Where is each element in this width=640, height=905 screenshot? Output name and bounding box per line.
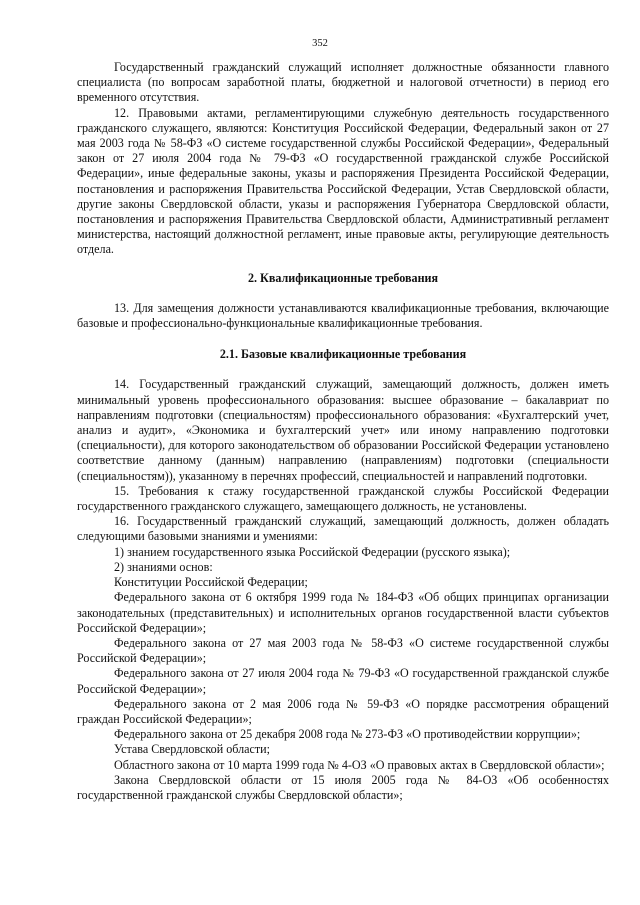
- knowledge-item: Федерального закона от 27 мая 2003 года № 58-ФЗ «О системе государственной службы Российской Федерации»;: [77, 635, 609, 666]
- paragraph-16: 16. Государственный гражданский служащий, замещающий должность, должен обладать следующими базовыми знаниями и умениями:: [77, 514, 609, 544]
- paragraph-14: 14. Государственный гражданский служащий, замещающий должность, должен иметь минимальный уровень профессионального образования: высшее образование – бакалавриат по направлениям подготовки (специальностям) профессионального образования: «Бухгалтерский учет, анализ и аудит», «Экономика и бухгалтерский учет» или иному направлению подготовки (специальности), для которого законодательством об образовании Российской Федерации установлено соответствие данному (данным) направлению (направлениям) подготовки (специальности (специальностям)), указанному в перечнях профессий, специальностей и направлений подготовки.: [77, 377, 609, 483]
- list-item-1: 1) знанием государственного языка Российской Федерации (русского языка);: [114, 544, 511, 559]
- paragraph-13: 13. Для замещения должности устанавливаются квалификационные требования, включающие базовые и профессионально-функциональные квалификационные требования.: [77, 300, 609, 331]
- knowledge-item: Закона Свердловской области от 15 июля 2005 года № 84-ОЗ «Об особенностях государственной гражданской службы Свердловской области»;: [77, 772, 609, 802]
- knowledge-item: Областного закона от 10 марта 1999 года № 4-ОЗ «О правовых актах в Свердловской области»;: [114, 757, 605, 772]
- page-number: 352: [312, 38, 328, 49]
- paragraph-12: 12. Правовыми актами, регламентирующими служебную деятельность государственного гражданского служащего, являются: Конституция Российской Федерации, Федеральный закон от 27 мая 2003 года № 58-ФЗ «О системе государственной службы Российской Федерации», Федеральный закон от 27 июля 2004 года № 79-ФЗ «О государственной гражданской службе Российской Федерации», иные федеральные законы, указы и распоряжения Президента Российской Федерации, постановления и распоряжения Правительства Российской Федерации, Устав Свердловской области, другие законы Свердловской области, указы и распоряжения Губернатора Свердловской области, постановления и распоряжения Правительства Свердловской области, Административный регламент министерства, настоящий должностной регламент, иные правовые акты, регулирующие деятельность отдела.: [77, 105, 609, 257]
- knowledge-item: Федерального закона от 25 декабря 2008 года № 273-ФЗ «О противодействии коррупции»;: [114, 727, 581, 742]
- knowledge-item: Устава Свердловской области;: [114, 742, 271, 757]
- paragraph-15: 15. Требования к стажу государственной гражданской службы Российской Федерации государственного гражданского служащего, замещающего должность, не установлены.: [77, 483, 609, 514]
- section-heading-2: 2. Квалификационные требования: [247, 270, 439, 285]
- knowledge-item: Конституции Российской Федерации;: [114, 575, 308, 590]
- document-body: [77, 60, 609, 803]
- paragraph-intro: Государственный гражданский служащий исполняет должностные обязанности главного специалиста (по вопросам заработной платы, бюджетной и налоговой отчетности) в период его временного отсутствия.: [77, 60, 609, 105]
- section-heading-2-1: 2.1. Базовые квалификационные требования: [219, 347, 467, 362]
- knowledge-item: Федерального закона от 27 июля 2004 года № 79-ФЗ «О государственной гражданской службе Российской Федерации»;: [77, 666, 609, 696]
- knowledge-item: Федерального закона от 6 октября 1999 года № 184-ФЗ «Об общих принципах организации законодательных (представительных) и исполнительных органов государственной власти субъектов Российской Федерации»;: [77, 590, 609, 635]
- list-item-2: 2) знаниями основ:: [114, 559, 213, 574]
- knowledge-item: Федерального закона от 2 мая 2006 года № 59-ФЗ «О порядке рассмотрения обращений граждан Российской Федерации»;: [77, 696, 609, 726]
